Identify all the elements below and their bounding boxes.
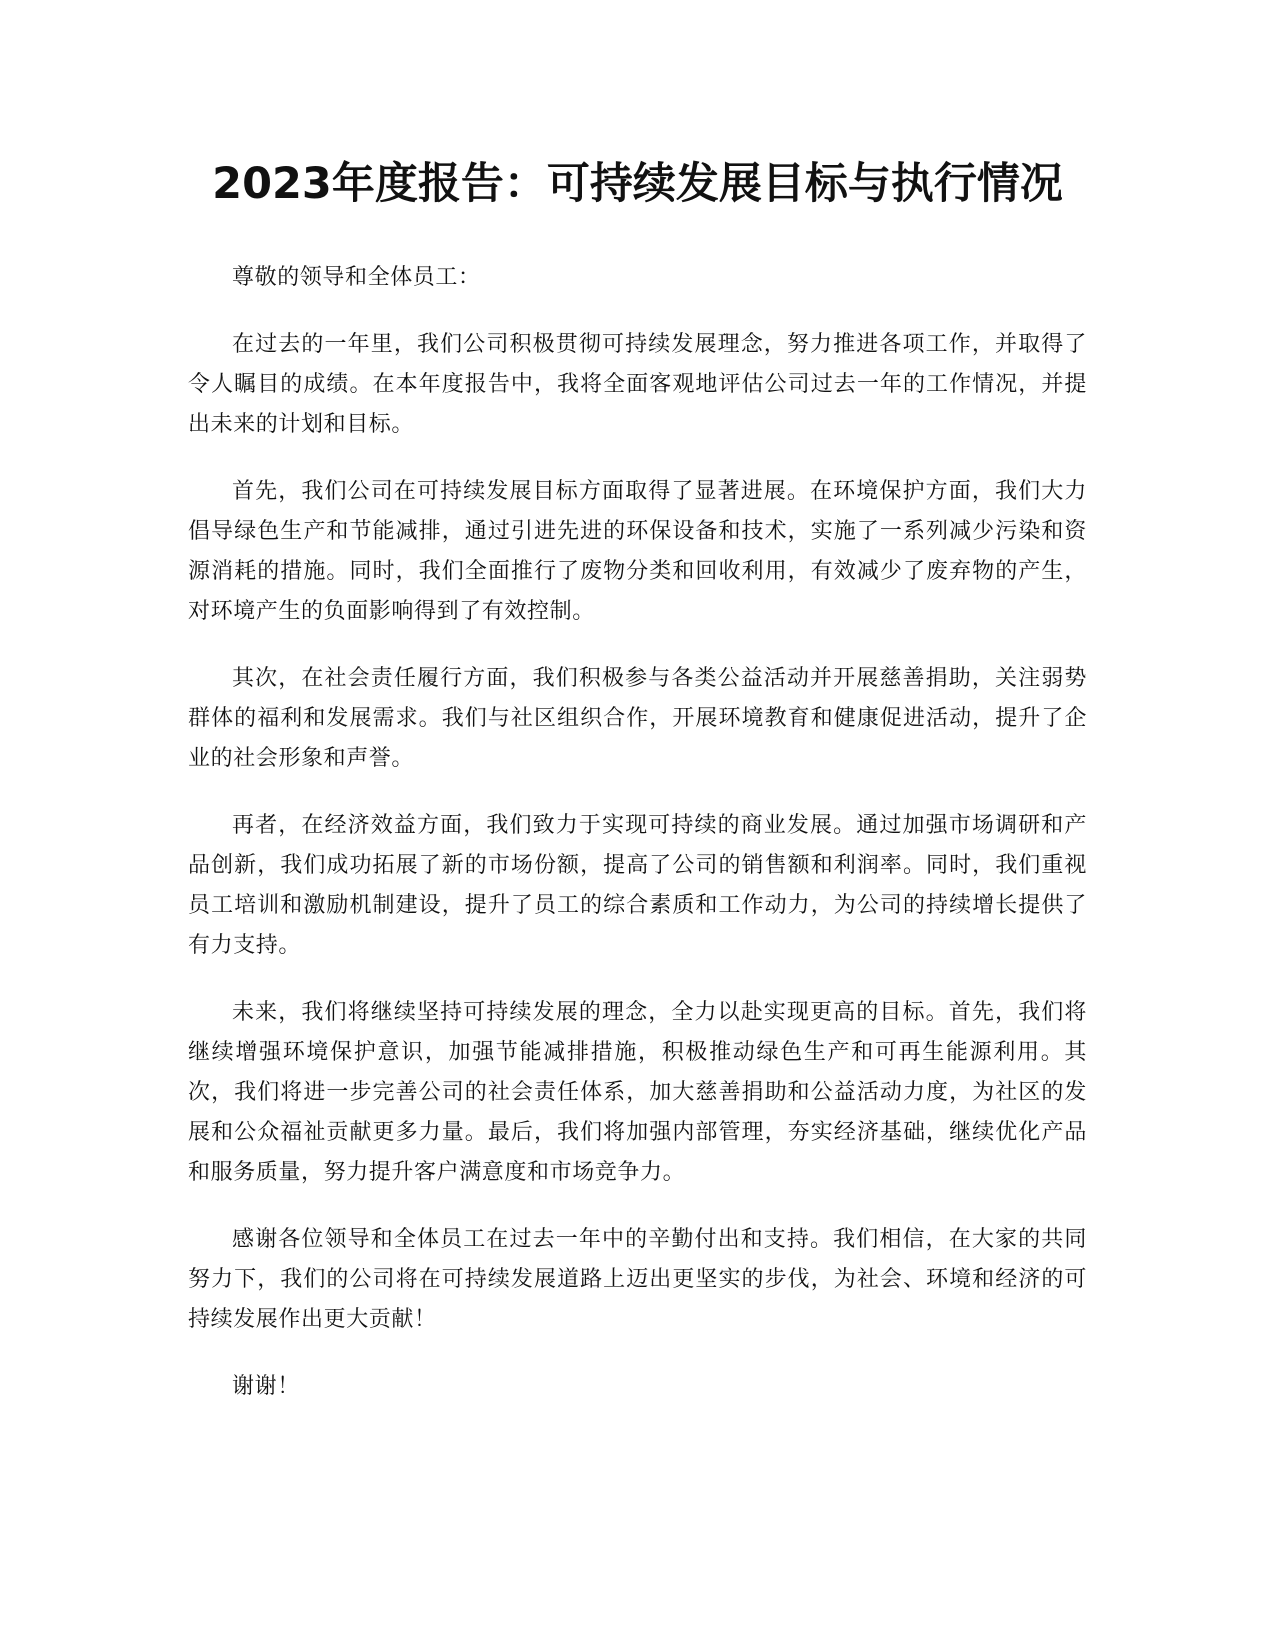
paragraph-social-responsibility: 其次，在社会责任履行方面，我们积极参与各类公益活动并开展慈善捐助，关注弱势群体的福利和发展需求。我们与社区组织合作，开展环境教育和健康促进活动，提升了企业的社会形象和声誉。 [188, 666, 1087, 771]
paragraph-economic: 再者，在经济效益方面，我们致力于实现可持续的商业发展。通过加强市场调研和产品创新，我们成功拓展了新的市场份额，提高了公司的销售额和利润率。同时，我们重视员工培训和激励机制建设，提升了员工的综合素质和工作动力，为公司的持续增长提供了有力支持。 [188, 813, 1087, 958]
paragraph-intro: 在过去的一年里，我们公司积极贯彻可持续发展理念，努力推进各项工作，并取得了令人瞩目的成绩。在本年度报告中，我将全面客观地评估公司过去一年的工作情况，并提出未来的计划和目标。 [188, 332, 1087, 437]
closing: 谢谢！ [232, 1374, 300, 1399]
document-body [188, 258, 1087, 1407]
paragraph-thanks: 感谢各位领导和全体员工在过去一年中的辛勤付出和支持。我们相信，在大家的共同努力下，我们的公司将在可持续发展道路上迈出更坚实的步伐，为社会、环境和经济的可持续发展作出更大贡献！ [188, 1227, 1087, 1332]
paragraph-environment: 首先，我们公司在可持续发展目标方面取得了显著进展。在环境保护方面，我们大力倡导绿色生产和节能减排，通过引进先进的环保设备和技术，实施了一系列减少污染和资源消耗的措施。同时，我们全面推行了废物分类和回收利用，有效减少了废弃物的产生，对环境产生的负面影响得到了有效控制。 [188, 479, 1087, 624]
document-title: 2023年度报告：可持续发展目标与执行情况 [212, 159, 1063, 209]
paragraph-future: 未来，我们将继续坚持可持续发展的理念，全力以赴实现更高的目标。首先，我们将继续增强环境保护意识，加强节能减排措施，积极推动绿色生产和可再生能源利用。其次，我们将进一步完善公司的社会责任体系，加大慈善捐助和公益活动力度，为社区的发展和公众福祉贡献更多力量。最后，我们将加强内部管理，夯实经济基础，继续优化产品和服务质量，努力提升客户满意度和市场竞争力。 [188, 1000, 1087, 1185]
salutation: 尊敬的领导和全体员工： [232, 265, 481, 290]
